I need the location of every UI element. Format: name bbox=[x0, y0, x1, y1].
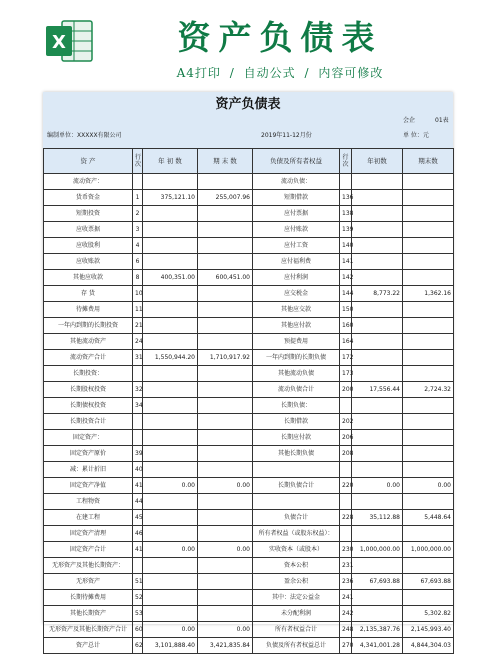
table-cell[interactable]: 35,112.88 bbox=[352, 510, 403, 526]
feature-separator: / bbox=[304, 66, 310, 80]
table-cell[interactable] bbox=[403, 206, 454, 222]
table-cell[interactable]: 242 bbox=[340, 606, 352, 622]
table-cell[interactable] bbox=[403, 238, 454, 254]
table-cell[interactable] bbox=[198, 222, 253, 238]
table-cell[interactable]: 32 bbox=[133, 382, 143, 398]
table-cell[interactable] bbox=[403, 590, 454, 606]
table-cell[interactable] bbox=[143, 206, 198, 222]
table-cell[interactable] bbox=[143, 558, 198, 574]
table-cell[interactable] bbox=[143, 254, 198, 270]
table-cell[interactable]: 2 bbox=[133, 206, 143, 222]
table-cell[interactable] bbox=[143, 526, 198, 542]
table-cell[interactable]: 2,724.32 bbox=[403, 382, 454, 398]
table-cell[interactable]: 53 bbox=[133, 606, 143, 622]
table-cell[interactable]: 预提费用 bbox=[253, 334, 340, 350]
table-cell[interactable]: 67,693.88 bbox=[352, 574, 403, 590]
column-header: 负债及所有者权益 bbox=[253, 149, 340, 174]
table-cell[interactable]: 其他长期资产 bbox=[44, 606, 133, 622]
table-cell[interactable]: 0.00 bbox=[198, 622, 253, 638]
table-body bbox=[44, 174, 454, 654]
table-cell[interactable]: 货币资金 bbox=[44, 190, 133, 206]
table-cell[interactable] bbox=[253, 494, 340, 510]
table-cell[interactable] bbox=[403, 270, 454, 286]
table-cell[interactable]: 应付利润 bbox=[253, 270, 340, 286]
table-cell[interactable] bbox=[403, 558, 454, 574]
table-row bbox=[44, 462, 454, 478]
table-cell[interactable] bbox=[352, 174, 403, 190]
table-cell[interactable] bbox=[198, 558, 253, 574]
table-cell[interactable]: 173 bbox=[340, 366, 352, 382]
table-cell[interactable]: 34 bbox=[133, 398, 143, 414]
table-cell[interactable] bbox=[198, 526, 253, 542]
table-cell[interactable]: 41 bbox=[133, 542, 143, 558]
table-cell[interactable] bbox=[340, 398, 352, 414]
table-cell[interactable]: 375,121.10 bbox=[143, 190, 198, 206]
table-cell[interactable]: 长期债权投资 bbox=[44, 398, 133, 414]
table-cell[interactable] bbox=[352, 398, 403, 414]
table-row bbox=[44, 286, 454, 302]
table-cell[interactable] bbox=[198, 286, 253, 302]
table-cell[interactable]: 172 bbox=[340, 350, 352, 366]
table-cell[interactable] bbox=[143, 382, 198, 398]
table-cell[interactable] bbox=[143, 462, 198, 478]
table-cell[interactable]: 长期应付款 bbox=[253, 430, 340, 446]
table-cell[interactable]: 241 bbox=[340, 590, 352, 606]
table-cell[interactable]: 248 bbox=[340, 622, 352, 638]
table-cell[interactable]: 流动资产合计 bbox=[44, 350, 133, 366]
table-cell[interactable] bbox=[352, 254, 403, 270]
table-cell[interactable] bbox=[352, 526, 403, 542]
table-cell[interactable] bbox=[253, 462, 340, 478]
table-cell[interactable] bbox=[352, 430, 403, 446]
table-cell[interactable]: 140 bbox=[340, 238, 352, 254]
table-cell[interactable]: 24 bbox=[133, 334, 143, 350]
column-header: 行次 bbox=[133, 149, 143, 174]
column-header: 年 初 数 bbox=[143, 149, 198, 174]
table-cell[interactable] bbox=[143, 318, 198, 334]
column-header: 期 末 数 bbox=[198, 149, 253, 174]
table-cell[interactable] bbox=[352, 270, 403, 286]
table-cell[interactable]: 46 bbox=[133, 526, 143, 542]
table-cell[interactable]: 应收账款 bbox=[44, 254, 133, 270]
table-cell[interactable]: 应付工资 bbox=[253, 238, 340, 254]
table-cell[interactable] bbox=[352, 334, 403, 350]
table-row bbox=[44, 190, 454, 206]
table-cell[interactable]: 其他流动资产 bbox=[44, 334, 133, 350]
table-cell[interactable]: 0.00 bbox=[198, 542, 253, 558]
table-cell[interactable]: 5,448.64 bbox=[403, 510, 454, 526]
table-cell[interactable] bbox=[352, 446, 403, 462]
table-cell[interactable] bbox=[198, 510, 253, 526]
table-row bbox=[44, 638, 454, 654]
table-cell[interactable]: 41 bbox=[133, 478, 143, 494]
table-cell[interactable]: 短期借款 bbox=[253, 190, 340, 206]
table-row bbox=[44, 590, 454, 606]
table-cell[interactable] bbox=[198, 174, 253, 190]
table-cell[interactable]: 应收票据 bbox=[44, 222, 133, 238]
table-cell[interactable]: 应付账款 bbox=[253, 222, 340, 238]
table-cell[interactable] bbox=[198, 606, 253, 622]
column-header: 行次 bbox=[340, 149, 352, 174]
table-cell[interactable]: 2,145,993.40 bbox=[403, 622, 454, 638]
column-header: 年初数 bbox=[352, 149, 403, 174]
table-cell[interactable]: 其中：法定公益金 bbox=[253, 590, 340, 606]
table-row bbox=[44, 334, 454, 350]
table-cell[interactable]: 44 bbox=[133, 494, 143, 510]
table-row bbox=[44, 574, 454, 590]
feature-item: A4打印 bbox=[176, 66, 221, 80]
promo-header bbox=[0, 0, 500, 92]
table-cell[interactable] bbox=[352, 206, 403, 222]
table-cell[interactable] bbox=[403, 414, 454, 430]
table-row bbox=[44, 542, 454, 558]
table-cell[interactable] bbox=[403, 366, 454, 382]
table-cell[interactable] bbox=[198, 302, 253, 318]
table-cell[interactable]: 未分配利润 bbox=[253, 606, 340, 622]
table-cell[interactable]: 600,451.00 bbox=[198, 270, 253, 286]
table-cell[interactable]: 202 bbox=[340, 414, 352, 430]
table-cell[interactable]: 工程物资 bbox=[44, 494, 133, 510]
table-cell[interactable]: 8 bbox=[133, 270, 143, 286]
table-cell[interactable]: 51 bbox=[133, 574, 143, 590]
table-cell[interactable] bbox=[143, 574, 198, 590]
table-cell[interactable] bbox=[352, 606, 403, 622]
table-cell[interactable] bbox=[198, 446, 253, 462]
table-cell[interactable]: 长期负债合计 bbox=[253, 478, 340, 494]
table-cell[interactable] bbox=[352, 302, 403, 318]
table-cell[interactable] bbox=[198, 382, 253, 398]
table-cell[interactable]: 11 bbox=[133, 302, 143, 318]
table-cell[interactable] bbox=[198, 318, 253, 334]
table-cell[interactable]: 流动负债合计 bbox=[253, 382, 340, 398]
table-cell[interactable]: 1,550,944.20 bbox=[143, 350, 198, 366]
form-label: 会企 bbox=[403, 117, 416, 124]
table-cell[interactable]: 39 bbox=[133, 446, 143, 462]
table-cell[interactable] bbox=[143, 302, 198, 318]
table-cell[interactable] bbox=[340, 462, 352, 478]
table-cell[interactable]: 资本公积 bbox=[253, 558, 340, 574]
table-cell[interactable]: 应付福利费 bbox=[253, 254, 340, 270]
table-cell[interactable] bbox=[352, 558, 403, 574]
table-cell[interactable]: 流动负债： bbox=[253, 174, 340, 190]
table-header-row bbox=[44, 149, 454, 174]
table-cell[interactable]: 3,101,888.40 bbox=[143, 638, 198, 654]
table-cell[interactable] bbox=[133, 174, 143, 190]
table-cell[interactable]: 0.00 bbox=[143, 542, 198, 558]
table-cell[interactable]: 164 bbox=[340, 334, 352, 350]
table-cell[interactable]: 固定资产： bbox=[44, 430, 133, 446]
table-cell[interactable]: 0.00 bbox=[198, 478, 253, 494]
table-row bbox=[44, 398, 454, 414]
table-cell[interactable] bbox=[143, 334, 198, 350]
form-number: 01表 bbox=[435, 117, 449, 124]
table-row bbox=[44, 270, 454, 286]
table-cell[interactable] bbox=[143, 414, 198, 430]
table-cell[interactable] bbox=[198, 590, 253, 606]
svg-text:X: X bbox=[52, 32, 66, 53]
table-cell[interactable] bbox=[198, 238, 253, 254]
table-cell[interactable]: 231 bbox=[340, 558, 352, 574]
table-row bbox=[44, 254, 454, 270]
table-row bbox=[44, 366, 454, 382]
report-period: 2019年11-12月份 bbox=[261, 132, 312, 139]
table-cell[interactable] bbox=[198, 462, 253, 478]
table-cell[interactable] bbox=[198, 398, 253, 414]
table-cell[interactable] bbox=[143, 510, 198, 526]
table-cell[interactable]: 45 bbox=[133, 510, 143, 526]
table-cell[interactable]: 一年内到期的长期负债 bbox=[253, 350, 340, 366]
table-cell[interactable]: 固定资产清理 bbox=[44, 526, 133, 542]
table-cell[interactable]: 139 bbox=[340, 222, 352, 238]
table-cell[interactable]: 400,351.00 bbox=[143, 270, 198, 286]
table-cell[interactable]: 200 bbox=[340, 382, 352, 398]
table-cell[interactable]: 228 bbox=[340, 510, 352, 526]
table-cell[interactable] bbox=[198, 206, 253, 222]
table-row bbox=[44, 526, 454, 542]
balance-table bbox=[43, 148, 454, 654]
table-cell[interactable]: 其他流动负债 bbox=[253, 366, 340, 382]
table-cell[interactable] bbox=[198, 430, 253, 446]
table-cell[interactable]: 短期投资 bbox=[44, 206, 133, 222]
table-cell[interactable]: 长期待摊费用 bbox=[44, 590, 133, 606]
table-cell[interactable] bbox=[403, 190, 454, 206]
table-cell[interactable] bbox=[403, 350, 454, 366]
table-cell[interactable]: 无形资产 bbox=[44, 574, 133, 590]
table-cell[interactable] bbox=[403, 462, 454, 478]
table-cell[interactable]: 减：累计折旧 bbox=[44, 462, 133, 478]
table-cell[interactable]: 0.00 bbox=[143, 622, 198, 638]
feature-list bbox=[130, 64, 430, 81]
table-cell[interactable]: 8,773.22 bbox=[352, 286, 403, 302]
table-cell[interactable] bbox=[352, 190, 403, 206]
table-row bbox=[44, 350, 454, 366]
balance-sheet bbox=[43, 92, 453, 649]
table-cell[interactable]: 4,341,001.28 bbox=[352, 638, 403, 654]
table-cell[interactable]: 220 bbox=[340, 478, 352, 494]
table-cell[interactable] bbox=[403, 334, 454, 350]
table-cell[interactable]: 142 bbox=[340, 270, 352, 286]
table-cell[interactable]: 待摊费用 bbox=[44, 302, 133, 318]
table-cell[interactable]: 固定资产合计 bbox=[44, 542, 133, 558]
table-cell[interactable]: 3 bbox=[133, 222, 143, 238]
table-row bbox=[44, 510, 454, 526]
table-cell[interactable]: 长期负债： bbox=[253, 398, 340, 414]
table-cell[interactable] bbox=[133, 366, 143, 382]
sheet-header bbox=[43, 92, 453, 148]
table-cell[interactable]: 应收股利 bbox=[44, 238, 133, 254]
table-row bbox=[44, 238, 454, 254]
table-cell[interactable]: 138 bbox=[340, 206, 352, 222]
table-cell[interactable] bbox=[198, 366, 253, 382]
table-cell[interactable] bbox=[133, 430, 143, 446]
table-cell[interactable]: 0.00 bbox=[403, 478, 454, 494]
table-cell[interactable]: 所有者权益（或股东权益）： bbox=[253, 526, 340, 542]
table-cell[interactable] bbox=[143, 430, 198, 446]
table-cell[interactable]: 160 bbox=[340, 318, 352, 334]
table-cell[interactable]: 21 bbox=[133, 318, 143, 334]
table-cell[interactable]: 40 bbox=[133, 462, 143, 478]
table-cell[interactable]: 31 bbox=[133, 350, 143, 366]
table-cell[interactable] bbox=[352, 238, 403, 254]
table-row bbox=[44, 174, 454, 190]
feature-item: 内容可修改 bbox=[318, 66, 384, 80]
table-cell[interactable] bbox=[143, 446, 198, 462]
table-cell[interactable]: 6 bbox=[133, 254, 143, 270]
table-cell[interactable] bbox=[403, 526, 454, 542]
table-cell[interactable] bbox=[403, 302, 454, 318]
table-cell[interactable]: 负债合计 bbox=[253, 510, 340, 526]
table-cell[interactable]: 4,844,304.03 bbox=[403, 638, 454, 654]
table-cell[interactable] bbox=[352, 494, 403, 510]
table-cell[interactable] bbox=[133, 414, 143, 430]
table-cell[interactable]: 17,556.44 bbox=[352, 382, 403, 398]
table-row bbox=[44, 558, 454, 574]
table-row bbox=[44, 430, 454, 446]
table-cell[interactable]: 其他应收款 bbox=[44, 270, 133, 286]
table-cell[interactable]: 0.00 bbox=[352, 478, 403, 494]
table-cell[interactable]: 存 货 bbox=[44, 286, 133, 302]
table-cell[interactable] bbox=[198, 574, 253, 590]
table-cell[interactable]: 1,362.16 bbox=[403, 286, 454, 302]
table-cell[interactable]: 52 bbox=[133, 590, 143, 606]
table-row bbox=[44, 302, 454, 318]
table-cell[interactable]: 长期股权投资 bbox=[44, 382, 133, 398]
table-row bbox=[44, 494, 454, 510]
table-cell[interactable] bbox=[133, 558, 143, 574]
table-row bbox=[44, 222, 454, 238]
table-cell[interactable] bbox=[143, 606, 198, 622]
table-cell[interactable]: 4 bbox=[133, 238, 143, 254]
table-cell[interactable] bbox=[403, 254, 454, 270]
table-cell[interactable] bbox=[198, 334, 253, 350]
table-cell[interactable]: 270 bbox=[340, 638, 352, 654]
column-header: 资 产 bbox=[44, 149, 133, 174]
table-cell[interactable]: 62 bbox=[133, 638, 143, 654]
table-row bbox=[44, 382, 454, 398]
table-cell[interactable] bbox=[143, 222, 198, 238]
table-cell[interactable]: 144 bbox=[340, 286, 352, 302]
table-cell[interactable]: 负债及所有者权益总计 bbox=[253, 638, 340, 654]
currency-unit: 单 位：元 bbox=[403, 132, 429, 139]
table-cell[interactable]: 67,693.88 bbox=[403, 574, 454, 590]
column-header: 期末数 bbox=[403, 149, 454, 174]
table-cell[interactable]: 1,000,000.00 bbox=[352, 542, 403, 558]
table-cell[interactable]: 206 bbox=[340, 430, 352, 446]
table-cell[interactable] bbox=[143, 590, 198, 606]
table-cell[interactable] bbox=[352, 222, 403, 238]
table-cell[interactable]: 208 bbox=[340, 446, 352, 462]
table-cell[interactable] bbox=[352, 318, 403, 334]
table-cell[interactable] bbox=[403, 398, 454, 414]
table-cell[interactable]: 255,007.96 bbox=[198, 190, 253, 206]
table-cell[interactable]: 长期投资： bbox=[44, 366, 133, 382]
table-row bbox=[44, 206, 454, 222]
table-cell[interactable] bbox=[143, 494, 198, 510]
table-cell[interactable] bbox=[143, 238, 198, 254]
table-cell[interactable]: 1,000,000.00 bbox=[403, 542, 454, 558]
table-cell[interactable] bbox=[403, 430, 454, 446]
page-title: 资产负债表 bbox=[177, 18, 383, 57]
table-cell[interactable] bbox=[340, 494, 352, 510]
table-cell[interactable] bbox=[352, 366, 403, 382]
table-cell[interactable]: 实收资本（或股本） bbox=[253, 542, 340, 558]
company-unit: 编制单位：XXXXX有限公司 bbox=[47, 132, 122, 139]
table-cell[interactable] bbox=[403, 494, 454, 510]
table-cell[interactable] bbox=[403, 174, 454, 190]
table-cell[interactable] bbox=[352, 462, 403, 478]
table-cell[interactable]: 136 bbox=[340, 190, 352, 206]
table-cell[interactable]: 150 bbox=[340, 302, 352, 318]
table-cell[interactable] bbox=[352, 590, 403, 606]
table-cell[interactable]: 其他应交款 bbox=[253, 302, 340, 318]
table-cell[interactable] bbox=[198, 414, 253, 430]
table-cell[interactable]: 长期投资合计 bbox=[44, 414, 133, 430]
table-row bbox=[44, 446, 454, 462]
table-cell[interactable]: 2,135,387.76 bbox=[352, 622, 403, 638]
table-cell[interactable]: 应付票据 bbox=[253, 206, 340, 222]
table-cell[interactable]: 固定资产原价 bbox=[44, 446, 133, 462]
table-cell[interactable]: 资产总计 bbox=[44, 638, 133, 654]
table-cell[interactable]: 其他应付款 bbox=[253, 318, 340, 334]
table-cell[interactable]: 盈余公积 bbox=[253, 574, 340, 590]
table-row bbox=[44, 414, 454, 430]
table-cell[interactable]: 其他长期负债 bbox=[253, 446, 340, 462]
table-cell[interactable] bbox=[403, 318, 454, 334]
table-row bbox=[44, 606, 454, 622]
table-cell[interactable]: 一年内到期的长期投资 bbox=[44, 318, 133, 334]
sheet-title: 资产负债表 bbox=[215, 97, 281, 112]
table-cell[interactable]: 10 bbox=[133, 286, 143, 302]
table-cell[interactable]: 141 bbox=[340, 254, 352, 270]
table-cell[interactable]: 60 bbox=[133, 622, 143, 638]
table-cell[interactable] bbox=[198, 494, 253, 510]
table-cell[interactable] bbox=[352, 350, 403, 366]
table-cell[interactable]: 应交税金 bbox=[253, 286, 340, 302]
table-cell[interactable] bbox=[352, 414, 403, 430]
table-cell[interactable]: 所有者权益合计 bbox=[253, 622, 340, 638]
table-cell[interactable]: 固定资产净值 bbox=[44, 478, 133, 494]
table-cell[interactable] bbox=[198, 254, 253, 270]
table-row bbox=[44, 318, 454, 334]
table-cell[interactable]: 0.00 bbox=[143, 478, 198, 494]
table-cell[interactable]: 流动资产： bbox=[44, 174, 133, 190]
table-cell[interactable]: 1 bbox=[133, 190, 143, 206]
table-cell[interactable]: 5,302.82 bbox=[403, 606, 454, 622]
table-cell[interactable] bbox=[403, 222, 454, 238]
table-cell[interactable]: 3,421,835.84 bbox=[198, 638, 253, 654]
table-cell[interactable] bbox=[340, 526, 352, 542]
table-row bbox=[44, 622, 454, 638]
table-cell[interactable] bbox=[340, 174, 352, 190]
feature-item: 自动公式 bbox=[243, 66, 296, 80]
table-cell[interactable]: 1,710,917.92 bbox=[198, 350, 253, 366]
table-cell[interactable] bbox=[143, 286, 198, 302]
table-cell[interactable]: 无形资产及其他长期资产： bbox=[44, 558, 133, 574]
table-cell[interactable] bbox=[143, 366, 198, 382]
table-cell[interactable] bbox=[143, 398, 198, 414]
feature-separator: / bbox=[229, 66, 235, 80]
table-row bbox=[44, 478, 454, 494]
table-cell[interactable]: 230 bbox=[340, 542, 352, 558]
excel-icon bbox=[44, 18, 94, 64]
table-cell[interactable] bbox=[143, 174, 198, 190]
table-cell[interactable]: 在建工程 bbox=[44, 510, 133, 526]
table-cell[interactable]: 无形资产及其他长期资产合计 bbox=[44, 622, 133, 638]
table-cell[interactable]: 长期借款 bbox=[253, 414, 340, 430]
table-cell[interactable] bbox=[403, 446, 454, 462]
table-cell[interactable]: 236 bbox=[340, 574, 352, 590]
